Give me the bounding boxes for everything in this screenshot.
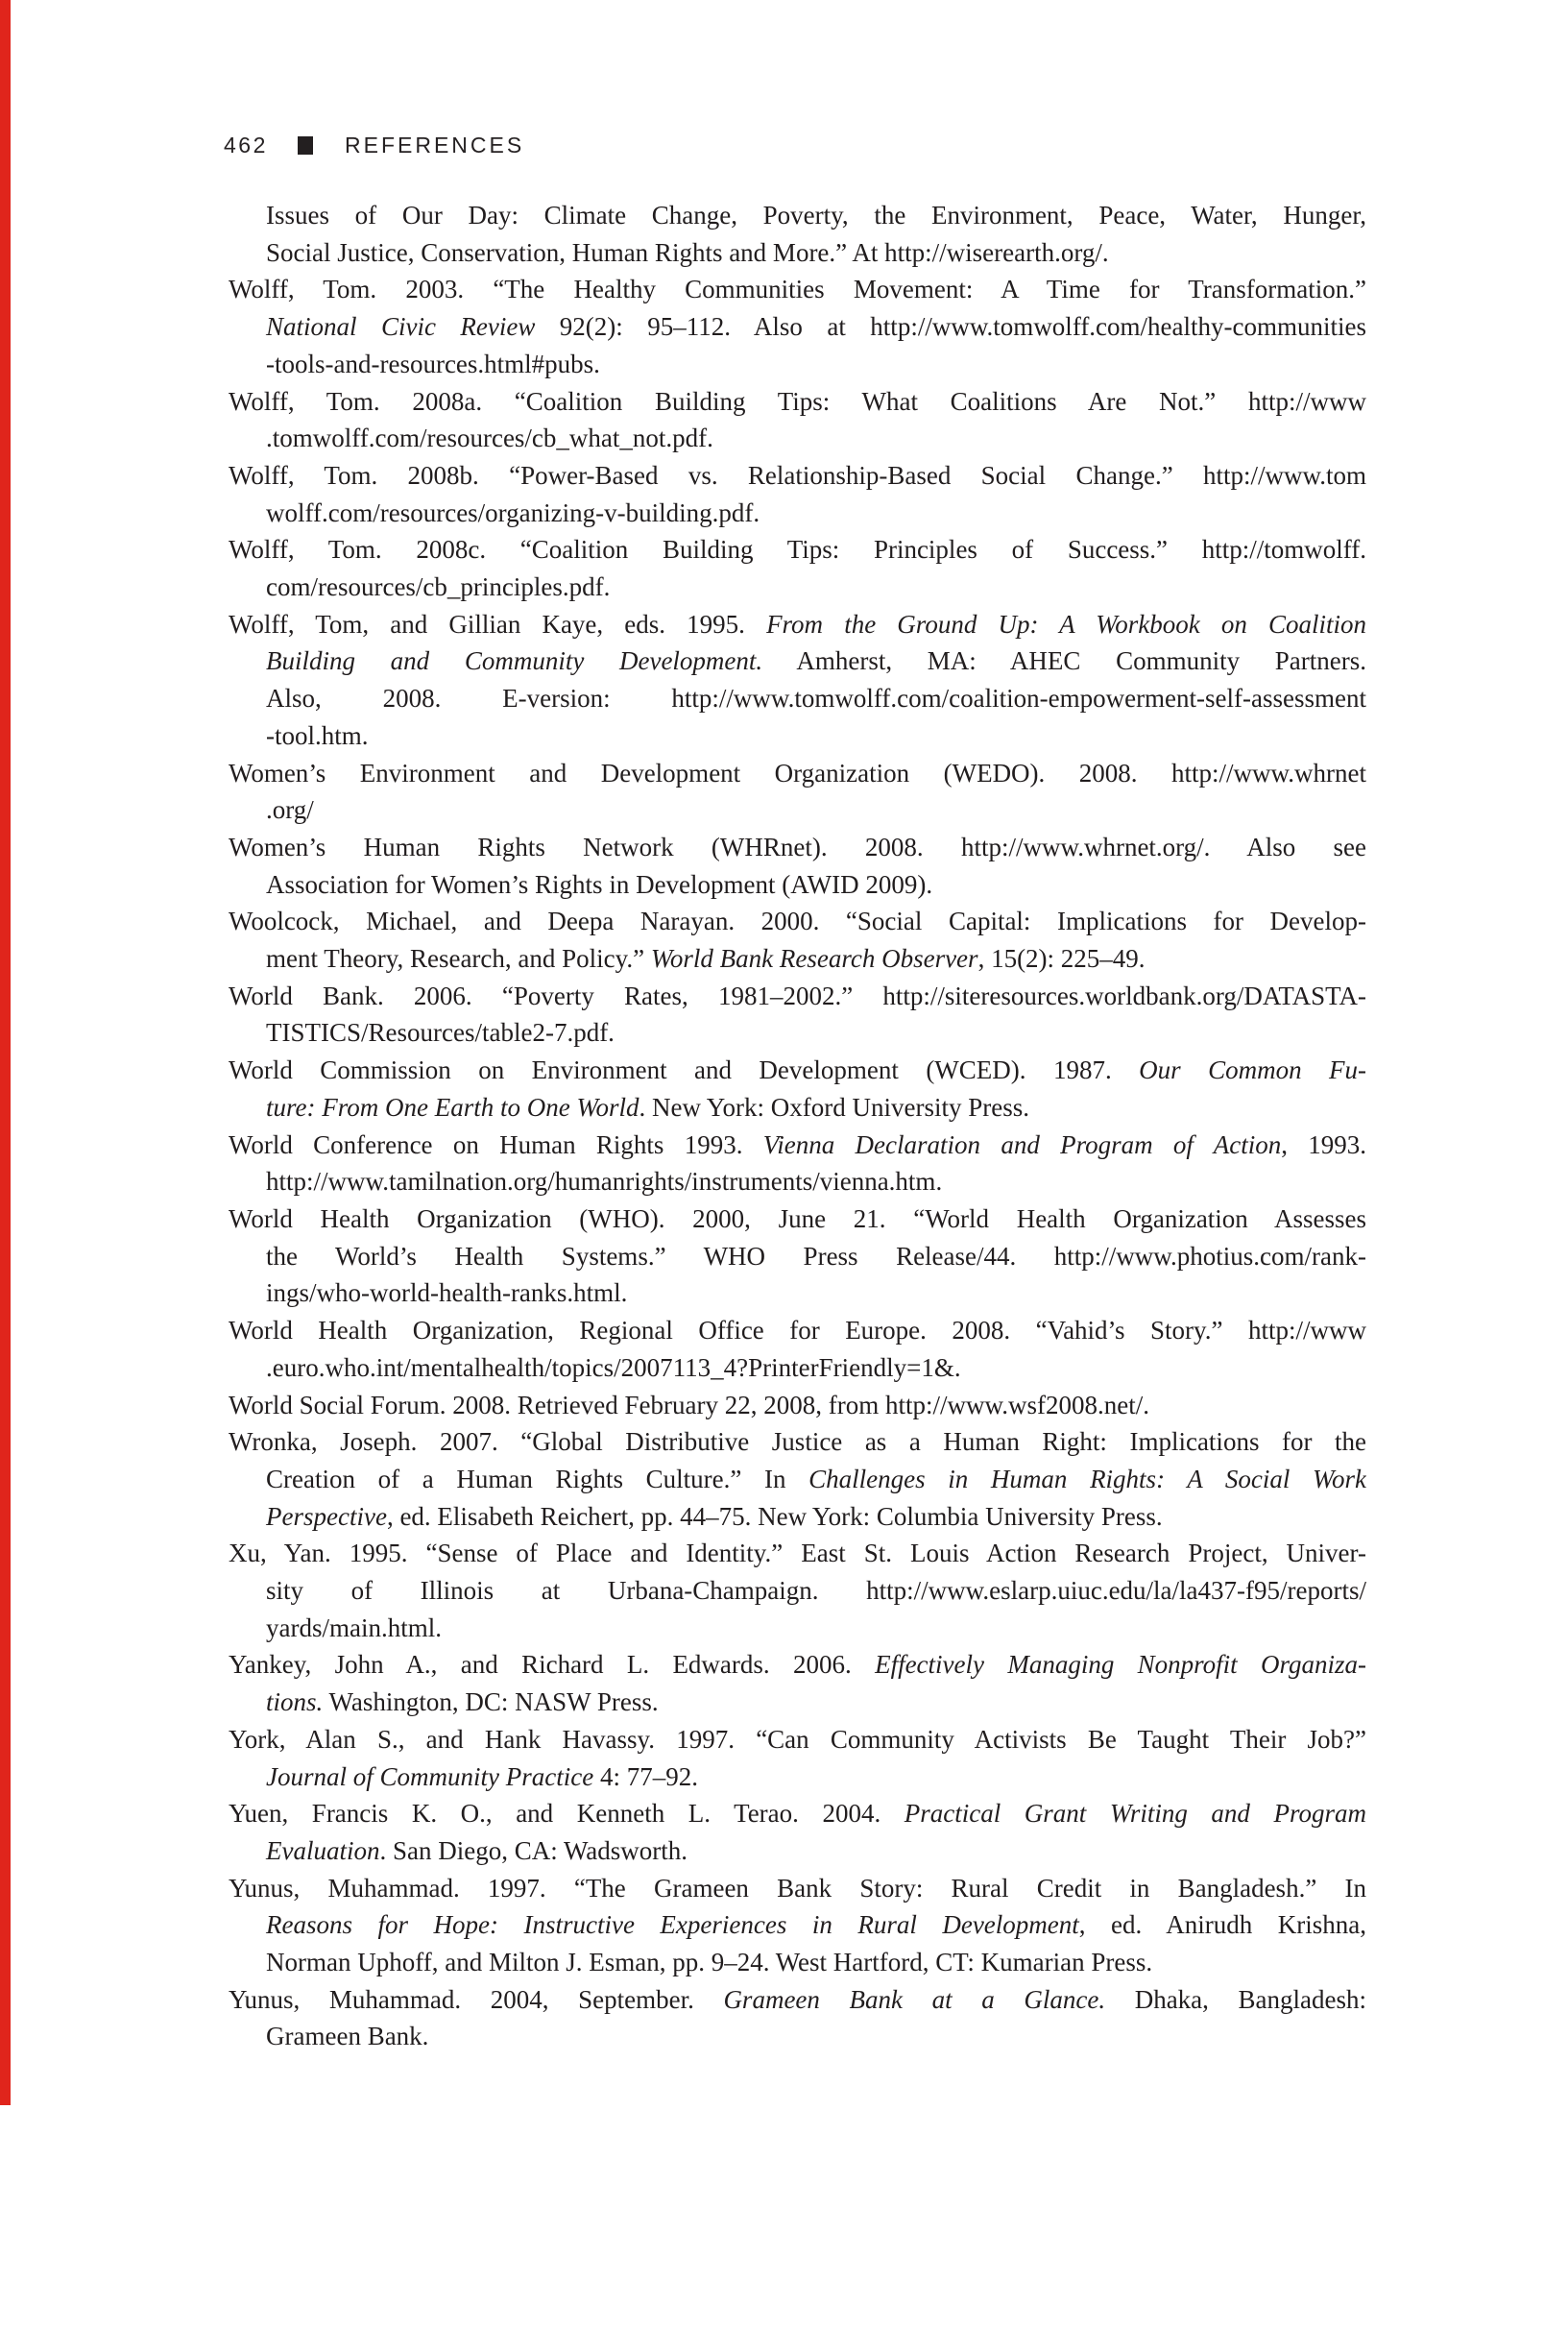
reference-line [229, 1387, 1366, 1424]
reference-text: Washington, DC: NASW Press. [323, 1687, 659, 1717]
reference-text-italic: Evaluation [266, 1835, 380, 1865]
reference-text: Yankey, John A., and Richard L. Edwards. 2006. [229, 1650, 876, 1680]
reference-line [229, 1498, 1366, 1536]
reference-line [229, 1535, 1366, 1572]
reference-entry [229, 903, 1366, 977]
reference-text-italic: Grameen Bank at a Glance. [723, 1984, 1106, 2014]
reference-entry [229, 978, 1366, 1052]
running-head-title: REFERENCES [345, 133, 525, 158]
reference-entry [229, 1052, 1366, 1126]
reference-text: World Commission on Environment and Development (WCED). 1987. [229, 1055, 1140, 1085]
reference-text: World Health Organization, Regional Office for Europe. 2008. “Vahid’s Story.” http://www [229, 1316, 1366, 1346]
reference-line [229, 791, 1366, 829]
reference-line [229, 308, 1366, 346]
reference-text: , 1993. [1281, 1129, 1366, 1159]
reference-entry [229, 755, 1366, 829]
reference-entry [229, 383, 1366, 457]
reference-text: -tool.htm. [266, 720, 369, 750]
reference-line [229, 1684, 1366, 1721]
reference-line [229, 234, 1366, 272]
references-list [229, 197, 1366, 2055]
reference-text: wolff.com/resources/organizing-v-building.pdf. [266, 497, 760, 527]
reference-line [229, 457, 1366, 495]
reference-text: Xu, Yan. 1995. “Sense of Place and Identity.” East St. Louis Action Research Project, Univer- [229, 1539, 1366, 1568]
reference-text-italic: From the Ground Up: A Workbook on Coalition [766, 609, 1366, 639]
reference-text-italic: Vienna Declaration and Program of Action [762, 1129, 1282, 1159]
reference-text: -tools-and-resources.html#pubs. [266, 349, 600, 378]
red-accent-bar [0, 0, 11, 2105]
reference-text: , ed. Anirudh Krishna, [1078, 1910, 1366, 1940]
reference-line [229, 1572, 1366, 1610]
reference-line [229, 1461, 1366, 1498]
reference-text-italic: Practical Grant Writing and Program [904, 1799, 1366, 1829]
reference-line [229, 1832, 1366, 1870]
reference-entry [229, 1981, 1366, 2055]
reference-text: .euro.who.int/mentalhealth/topics/2007113_4?PrinterFriendly=1&. [266, 1352, 961, 1382]
reference-text: Wolff, Tom. 2008b. “Power-Based vs. Relationship-Based Social Change.” http://www.tom [229, 460, 1366, 490]
reference-line [229, 1610, 1366, 1647]
reference-entry [229, 1795, 1366, 1869]
reference-text: Wolff, Tom. 2008c. “Coalition Building Tips: Principles of Success.” http://tomwolff. [229, 535, 1366, 565]
reference-line [229, 1014, 1366, 1052]
reference-text: 4: 77–92. [593, 1761, 698, 1791]
reference-line [229, 940, 1366, 978]
reference-text: com/resources/cb_principles.pdf. [266, 572, 611, 602]
reference-text: .tomwolff.com/resources/cb_what_not.pdf. [266, 424, 713, 453]
reference-line [229, 1127, 1366, 1164]
reference-line [229, 680, 1366, 717]
reference-entry [229, 1870, 1366, 1981]
reference-text: Yunus, Muhammad. 1997. “The Grameen Bank Story: Rural Credit in Bangladesh.” In [229, 1873, 1366, 1903]
reference-line [229, 606, 1366, 643]
reference-text: World Bank. 2006. “Poverty Rates, 1981–2002.” http://siteresources.worldbank.org/DATASTA- [229, 981, 1366, 1010]
reference-text: Social Justice, Conservation, Human Rights and More.” At http://wiserearth.org/. [266, 237, 1109, 267]
reference-line [229, 197, 1366, 234]
reference-entry [229, 1721, 1366, 1795]
reference-text: Women’s Human Rights Network (WHRnet). 2008. http://www.whrnet.org/. Also see [229, 832, 1366, 861]
reference-entry [229, 1387, 1366, 1424]
page-header [224, 133, 524, 158]
reference-text: yards/main.html. [266, 1612, 442, 1642]
reference-text: Woolcock, Michael, and Deepa Narayan. 2000. “Social Capital: Implications for Develop- [229, 907, 1366, 936]
reference-line [229, 531, 1366, 569]
reference-text-italic: National Civic Review [266, 312, 536, 342]
reference-line [229, 1721, 1366, 1758]
reference-entry [229, 271, 1366, 382]
reference-text: 92(2): 95–112. Also at http://www.tomwolff.com/healthy-communities [535, 312, 1366, 342]
reference-entry [229, 1646, 1366, 1720]
page-number: 462 [224, 133, 268, 158]
reference-text-italic: Journal of Community Practice [266, 1761, 594, 1791]
reference-line [229, 569, 1366, 606]
reference-entry [229, 1312, 1366, 1386]
reference-line [229, 1758, 1366, 1796]
reference-line [229, 829, 1366, 866]
reference-line [229, 717, 1366, 755]
reference-text: Wolff, Tom. 2003. “The Healthy Communities Movement: A Time for Transformation.” [229, 275, 1366, 304]
reference-text: World Conference on Human Rights 1993. [229, 1129, 763, 1159]
reference-text: .org/ [266, 795, 314, 825]
reference-line [229, 1423, 1366, 1461]
square-separator-icon [298, 136, 313, 155]
reference-text: Grameen Bank. [266, 2022, 429, 2051]
reference-text-italic: Perspective [266, 1501, 387, 1531]
reference-text: Issues of Our Day: Climate Change, Poverty, the Environment, Peace, Water, Hunger, [266, 201, 1366, 230]
reference-line [229, 643, 1366, 680]
reference-text-italic: Building and Community Development. [266, 646, 763, 676]
reference-text-italic: tions. [266, 1687, 324, 1717]
reference-line [229, 420, 1366, 457]
reference-entry [229, 197, 1366, 271]
reference-line [229, 1274, 1366, 1312]
reference-line [229, 1238, 1366, 1275]
reference-line [229, 1795, 1366, 1832]
reference-text-italic: Our Common Fu- [1139, 1055, 1366, 1085]
reference-text: , 15(2): 225–49. [977, 944, 1146, 974]
reference-line [229, 1981, 1366, 2019]
reference-text-italic: Reasons for Hope: Instructive Experiences in Rural Development [266, 1910, 1079, 1940]
reference-entry [229, 531, 1366, 605]
reference-line [229, 346, 1366, 383]
reference-line [229, 383, 1366, 421]
reference-text: . New York: Oxford University Press. [639, 1092, 1029, 1122]
reference-text: Creation of a Human Rights Culture.” In [266, 1464, 809, 1493]
reference-text: Women’s Environment and Development Organization (WEDO). 2008. http://www.whrnet [229, 758, 1366, 788]
reference-entry [229, 606, 1366, 755]
reference-line [229, 903, 1366, 940]
reference-line [229, 1906, 1366, 1944]
reference-text: the World’s Health Systems.” WHO Press Release/44. http://www.photius.com/rank- [266, 1241, 1366, 1271]
reference-text: World Health Organization (WHO). 2000, June 21. “World Health Organization Assesses [229, 1203, 1366, 1233]
reference-line [229, 1163, 1366, 1200]
reference-line [229, 978, 1366, 1015]
reference-text: Norman Uphoff, and Milton J. Esman, pp. 9–24. West Hartford, CT: Kumarian Press. [266, 1948, 1153, 1977]
reference-text: . San Diego, CA: Wadsworth. [379, 1835, 688, 1865]
reference-text: ment Theory, Research, and Policy.” [266, 944, 651, 974]
reference-text: sity of Illinois at Urbana-Champaign. http://www.eslarp.uiuc.edu/la/la437-f95/reports/ [266, 1576, 1366, 1606]
reference-entry [229, 1535, 1366, 1646]
reference-line [229, 1870, 1366, 1907]
reference-text: ings/who-world-health-ranks.html. [266, 1278, 628, 1308]
reference-text: TISTICS/Resources/table2-7.pdf. [266, 1018, 615, 1048]
reference-text: Wronka, Joseph. 2007. “Global Distributive Justice as a Human Right: Implications for the [229, 1427, 1366, 1457]
reference-text: Amherst, MA: AHEC Community Partners. [762, 646, 1366, 676]
reference-text: Yunus, Muhammad. 2004, September. [229, 1984, 724, 2014]
reference-text: Association for Women’s Rights in Development (AWID 2009). [266, 869, 933, 899]
reference-text-italic: World Bank Research Observer [650, 944, 978, 974]
reference-text-italic: ture: From One Earth to One World [266, 1092, 639, 1122]
reference-line [229, 1052, 1366, 1089]
reference-text: Wolff, Tom. 2008a. “Coalition Building Tips: What Coalitions Are Not.” http://www [229, 386, 1366, 416]
reference-text: http://www.tamilnation.org/humanrights/instruments/vienna.htm. [266, 1167, 943, 1197]
reference-entry [229, 1127, 1366, 1200]
reference-text: World Social Forum. 2008. Retrieved February 22, 2008, from http://www.wsf2008.net/. [229, 1390, 1149, 1419]
reference-line [229, 866, 1366, 904]
reference-entry [229, 1423, 1366, 1535]
reference-text: , ed. Elisabeth Reichert, pp. 44–75. New York: Columbia University Press. [386, 1501, 1163, 1531]
reference-entry [229, 829, 1366, 903]
reference-line [229, 1089, 1366, 1127]
reference-text-italic: Challenges in Human Rights: A Social Work [808, 1464, 1366, 1493]
reference-line [229, 1312, 1366, 1349]
reference-line [229, 1646, 1366, 1684]
reference-line [229, 1944, 1366, 1981]
reference-line [229, 495, 1366, 532]
reference-text-italic: Effectively Managing Nonprofit Organiza- [875, 1650, 1366, 1680]
reference-text: Also, 2008. E-version: http://www.tomwolff.com/coalition-empowerment-self-assessment [266, 684, 1366, 714]
reference-line [229, 1349, 1366, 1387]
reference-text: Wolff, Tom, and Gillian Kaye, eds. 1995. [229, 609, 767, 639]
reference-text: Dhaka, Bangladesh: [1105, 1984, 1366, 2014]
reference-line [229, 1200, 1366, 1238]
reference-entry [229, 1200, 1366, 1312]
reference-text: Yuen, Francis K. O., and Kenneth L. Terao. 2004. [229, 1799, 905, 1829]
reference-entry [229, 457, 1366, 531]
reference-text: York, Alan S., and Hank Havassy. 1997. “Can Community Activists Be Taught Their Job?” [229, 1724, 1366, 1754]
reference-line [229, 2018, 1366, 2055]
reference-line [229, 271, 1366, 308]
reference-line [229, 755, 1366, 792]
